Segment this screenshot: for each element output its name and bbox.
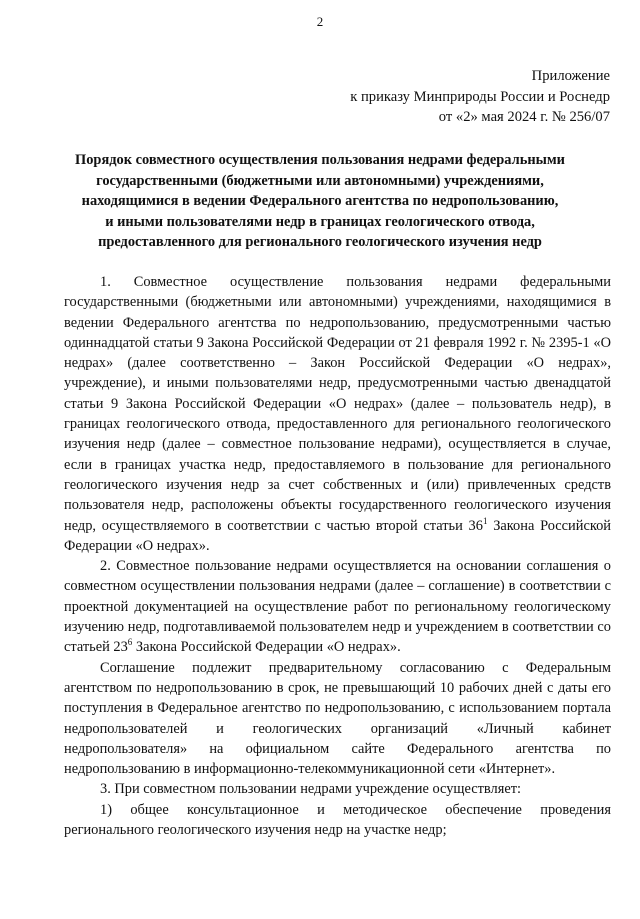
paragraph-2-superscript: 6 xyxy=(127,637,133,648)
paragraph-2-tail: Закона Российской Федерации «О недрах». xyxy=(132,639,401,656)
title-line-2: государственными (бюджетными или автономными) учреждениями, xyxy=(96,172,544,189)
appendix-order-reference: к приказу Минприроды России и Роснедр xyxy=(350,88,610,105)
paragraph-3: Соглашение подлежит предварительному согласованию с Федеральным агентством по недропользованию в срок, не превышающий 10 рабочих дней с даты его поступления в Федеральное агентство по недропользованию, с использованием портала недропользователей и геологических организаций «Личный кабинет недропользователя» на официальном сайте Федерального агентства по недропользованию в информационно-телекоммуникационной сети «Интернет». xyxy=(64,659,611,778)
paragraph-2-text: 2. Совместное пользование недрами осуществляется на основании соглашения о совместном осуществлении пользования недрами (далее – соглашение) в соответствии с проектной документацией на осуществление работ по региональному геологическому изучению недр, подготавливаемой пользователем недр и учреждением в соответствии со статьей 23 xyxy=(64,558,611,656)
document-title xyxy=(30,150,610,253)
title-line-4: и иными пользователями недр в границах геологического отвода, xyxy=(105,213,535,230)
appendix-label: Приложение xyxy=(531,68,610,84)
title-line-3: находящимися в ведении Федерального агентства по недропользованию, xyxy=(81,193,559,209)
paragraph-1 xyxy=(64,272,611,556)
appendix-order-date-number: от «2» мая 2024 г. № 256/07 xyxy=(438,109,610,125)
paragraph-1-tail: Закона Российской Федерации «О недрах». xyxy=(64,517,611,554)
paragraph-5: 1) общее консультационное и методическое обеспечение проведения регионального геологического изучения недр на участке недр; xyxy=(64,801,611,839)
page-number: 2 xyxy=(316,14,324,29)
paragraph-2 xyxy=(64,556,611,657)
paragraph-4: 3. При совместном пользовании недрами учреждение осуществляет: xyxy=(100,781,521,798)
document-body xyxy=(64,272,611,840)
title-line-5: предоставленного для регионального геологического изучения недр xyxy=(98,234,542,250)
paragraph-1-text: 1. Совместное осуществление пользования недрами федеральными государственными (бюджетными или автономными) учреждениями, находящимися в ведении Федерального агентства по недропользованию, предусмотренными частью одиннадцатой статьи 9 Закона Российской Федерации от 21 февраля 1992 г. № 2395-1 «О недрах» (далее соответственно – Закон Российской Федерации «О недрах», учреждение), и иными пользователями недр, предусмотренными частью двенадцатой статьи 9 Закона Российской Федерации «О недрах» (далее – пользователь недр), в границах геологического отвода, предоставленного для регионального геологического изучения недр (далее – совместное пользование недрами), осуществляется в случае, если в границах участка недр, предоставляемого в пользование для регионального геологического изучения недр за счет собственных и (или) привлеченных средств пользователя недр, расположены объекты государственного геологического изучения недр, осуществляемого в соответствии с частью второй статьи 36 xyxy=(64,274,611,534)
paragraph-1-superscript: 1 xyxy=(482,515,488,526)
title-line-1: Порядок совместного осуществления пользования недрами федеральными xyxy=(75,152,565,168)
appendix-header xyxy=(350,66,610,128)
